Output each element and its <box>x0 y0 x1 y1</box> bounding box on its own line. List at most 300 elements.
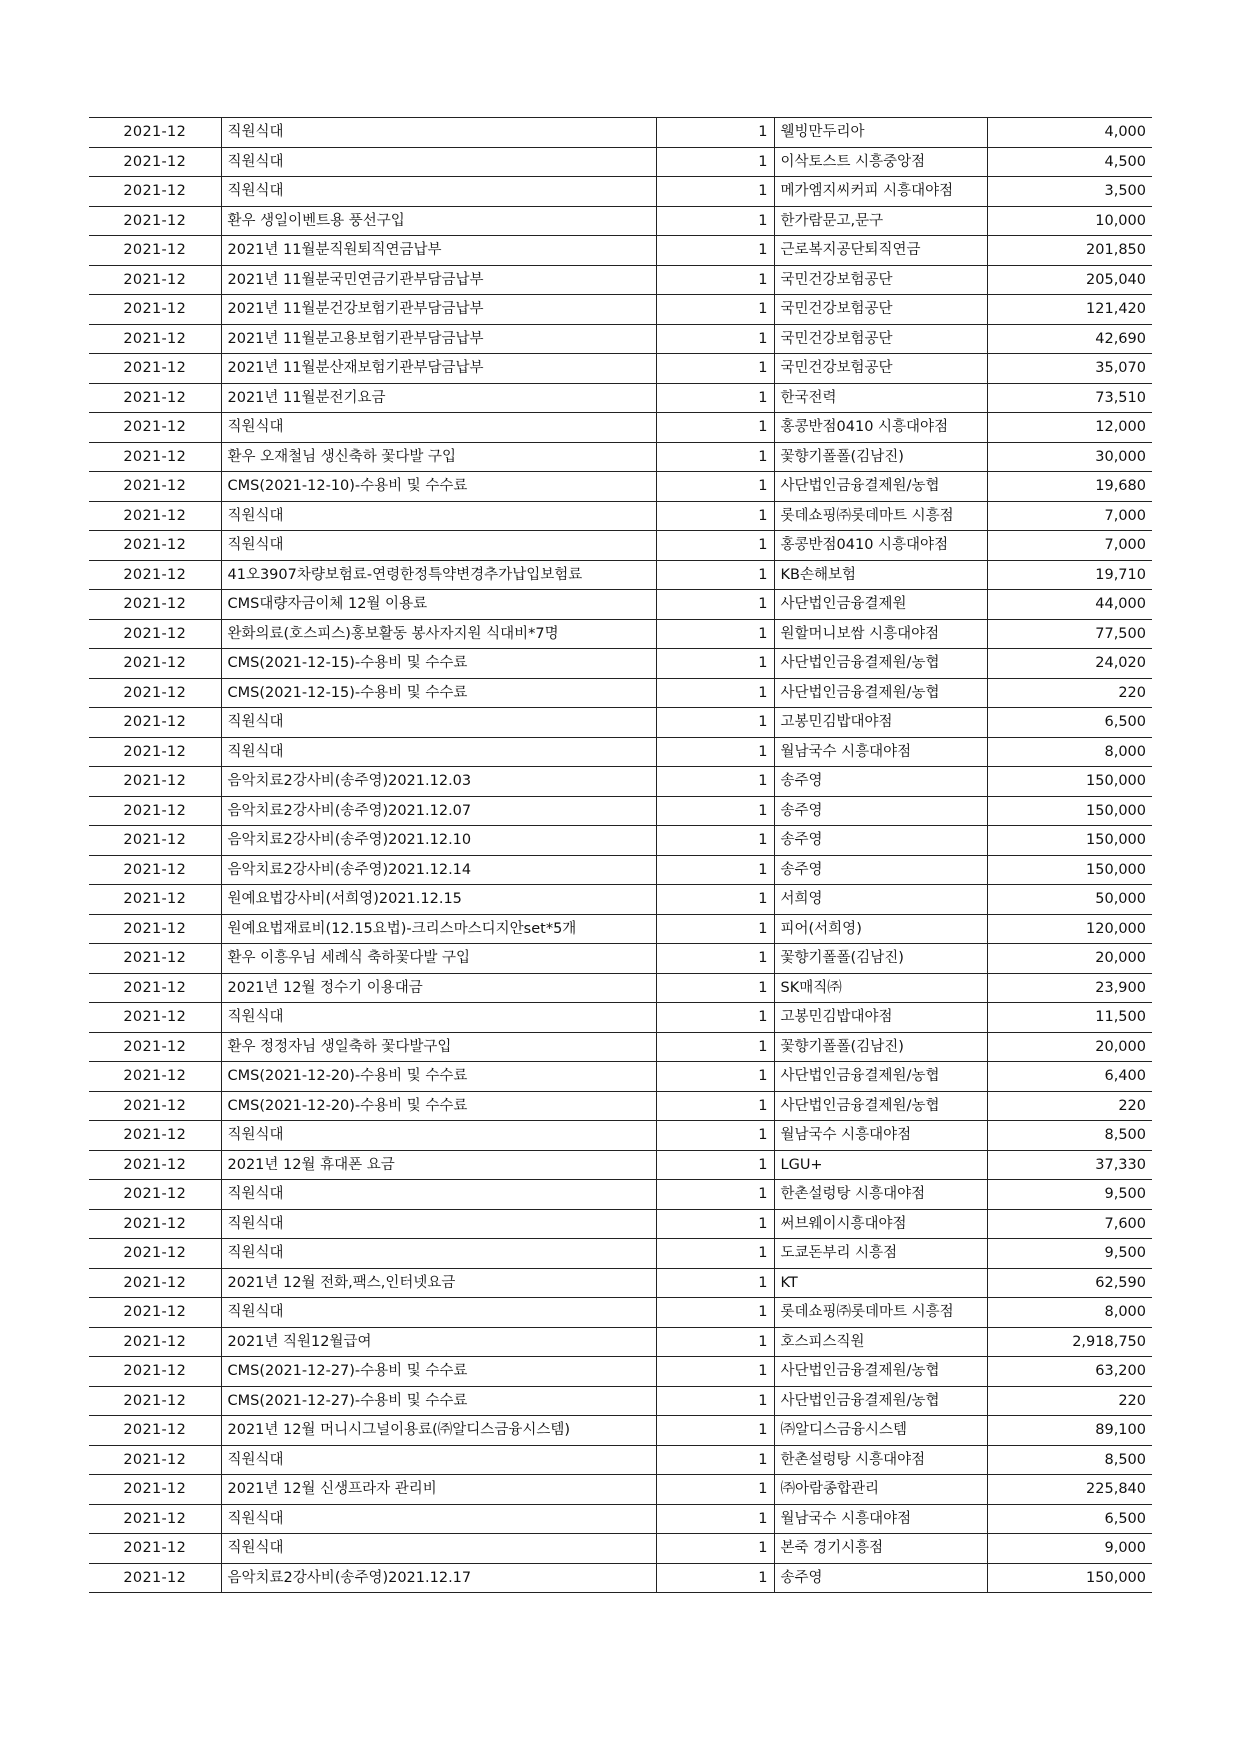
amount-cell: 42,690 <box>987 324 1152 354</box>
quantity-cell: 1 <box>656 1386 774 1416</box>
amount-cell: 220 <box>987 1386 1152 1416</box>
description-cell: CMS대량자금이체 12월 이용료 <box>221 590 656 620</box>
vendor-cell: 이삭토스트 시흥중앙점 <box>774 147 987 177</box>
quantity-cell: 1 <box>656 1121 774 1151</box>
vendor-cell: 국민건강보험공단 <box>774 324 987 354</box>
amount-cell: 9,000 <box>987 1534 1152 1564</box>
amount-cell: 8,500 <box>987 1121 1152 1151</box>
description-cell: 직원식대 <box>221 1121 656 1151</box>
description-cell: 환우 이흥우님 세례식 축하꽃다발 구입 <box>221 944 656 974</box>
vendor-cell: 홍콩반점0410 시흥대야점 <box>774 413 987 443</box>
vendor-cell: 서희영 <box>774 885 987 915</box>
table-row <box>89 1091 1152 1121</box>
table-row <box>89 1003 1152 1033</box>
ledger-body <box>89 118 1152 1593</box>
table-row <box>89 678 1152 708</box>
quantity-cell: 1 <box>656 796 774 826</box>
date-cell: 2021-12 <box>89 383 221 413</box>
quantity-cell: 1 <box>656 206 774 236</box>
date-cell: 2021-12 <box>89 944 221 974</box>
vendor-cell: KB손해보험 <box>774 560 987 590</box>
quantity-cell: 1 <box>656 383 774 413</box>
date-cell: 2021-12 <box>89 531 221 561</box>
quantity-cell: 1 <box>656 855 774 885</box>
table-row <box>89 649 1152 679</box>
table-row <box>89 1445 1152 1475</box>
vendor-cell: 꽃향기폴폴(김남진) <box>774 944 987 974</box>
description-cell: 직원식대 <box>221 531 656 561</box>
amount-cell: 19,710 <box>987 560 1152 590</box>
description-cell: CMS(2021-12-27)-수용비 및 수수료 <box>221 1357 656 1387</box>
quantity-cell: 1 <box>656 619 774 649</box>
date-cell: 2021-12 <box>89 1180 221 1210</box>
vendor-cell: 송주영 <box>774 796 987 826</box>
table-row <box>89 1504 1152 1534</box>
date-cell: 2021-12 <box>89 1563 221 1593</box>
table-row <box>89 531 1152 561</box>
date-cell: 2021-12 <box>89 1239 221 1269</box>
amount-cell: 10,000 <box>987 206 1152 236</box>
date-cell: 2021-12 <box>89 1209 221 1239</box>
amount-cell: 12,000 <box>987 413 1152 443</box>
description-cell: 직원식대 <box>221 118 656 148</box>
description-cell: 음악치료2강사비(송주영)2021.12.14 <box>221 855 656 885</box>
table-row <box>89 147 1152 177</box>
quantity-cell: 1 <box>656 1475 774 1505</box>
quantity-cell: 1 <box>656 1062 774 1092</box>
description-cell: CMS(2021-12-15)-수용비 및 수수료 <box>221 649 656 679</box>
description-cell: 원예요법재료비(12.15요법)-크리스마스디지안set*5개 <box>221 914 656 944</box>
description-cell: 2021년 11월분전기요금 <box>221 383 656 413</box>
vendor-cell: 호스피스직원 <box>774 1327 987 1357</box>
amount-cell: 20,000 <box>987 1032 1152 1062</box>
table-row <box>89 944 1152 974</box>
amount-cell: 4,000 <box>987 118 1152 148</box>
date-cell: 2021-12 <box>89 295 221 325</box>
date-cell: 2021-12 <box>89 796 221 826</box>
date-cell: 2021-12 <box>89 708 221 738</box>
amount-cell: 205,040 <box>987 265 1152 295</box>
quantity-cell: 1 <box>656 973 774 1003</box>
table-row <box>89 324 1152 354</box>
amount-cell: 220 <box>987 678 1152 708</box>
table-row <box>89 560 1152 590</box>
description-cell: 2021년 12월 정수기 이용대금 <box>221 973 656 1003</box>
table-row <box>89 177 1152 207</box>
amount-cell: 9,500 <box>987 1239 1152 1269</box>
amount-cell: 30,000 <box>987 442 1152 472</box>
quantity-cell: 1 <box>656 1239 774 1269</box>
amount-cell: 150,000 <box>987 796 1152 826</box>
amount-cell: 121,420 <box>987 295 1152 325</box>
vendor-cell: 꽃향기폴폴(김남진) <box>774 1032 987 1062</box>
amount-cell: 150,000 <box>987 826 1152 856</box>
table-row <box>89 206 1152 236</box>
date-cell: 2021-12 <box>89 1121 221 1151</box>
quantity-cell: 1 <box>656 177 774 207</box>
vendor-cell: 꽃향기폴폴(김남진) <box>774 442 987 472</box>
table-row <box>89 118 1152 148</box>
description-cell: 직원식대 <box>221 708 656 738</box>
table-row <box>89 885 1152 915</box>
amount-cell: 63,200 <box>987 1357 1152 1387</box>
quantity-cell: 1 <box>656 1091 774 1121</box>
date-cell: 2021-12 <box>89 1504 221 1534</box>
date-cell: 2021-12 <box>89 118 221 148</box>
quantity-cell: 1 <box>656 826 774 856</box>
vendor-cell: 송주영 <box>774 855 987 885</box>
amount-cell: 35,070 <box>987 354 1152 384</box>
amount-cell: 7,000 <box>987 501 1152 531</box>
vendor-cell: 홍콩반점0410 시흥대야점 <box>774 531 987 561</box>
description-cell: 완화의료(호스피스)홍보활동 봉사자지원 식대비*7명 <box>221 619 656 649</box>
quantity-cell: 1 <box>656 737 774 767</box>
quantity-cell: 1 <box>656 885 774 915</box>
description-cell: CMS(2021-12-20)-수용비 및 수수료 <box>221 1091 656 1121</box>
quantity-cell: 1 <box>656 442 774 472</box>
description-cell: 2021년 직원12월급여 <box>221 1327 656 1357</box>
quantity-cell: 1 <box>656 1180 774 1210</box>
description-cell: 2021년 12월 전화,팩스,인터넷요금 <box>221 1268 656 1298</box>
vendor-cell: 도쿄돈부리 시흥점 <box>774 1239 987 1269</box>
amount-cell: 24,020 <box>987 649 1152 679</box>
amount-cell: 50,000 <box>987 885 1152 915</box>
expense-ledger-table <box>89 117 1152 1593</box>
vendor-cell: 고봉민김밥대야점 <box>774 1003 987 1033</box>
amount-cell: 37,330 <box>987 1150 1152 1180</box>
quantity-cell: 1 <box>656 767 774 797</box>
table-row <box>89 1062 1152 1092</box>
table-row <box>89 295 1152 325</box>
date-cell: 2021-12 <box>89 973 221 1003</box>
description-cell: 음악치료2강사비(송주영)2021.12.10 <box>221 826 656 856</box>
date-cell: 2021-12 <box>89 855 221 885</box>
vendor-cell: 사단법인금융결제원 <box>774 590 987 620</box>
vendor-cell: 롯데쇼핑㈜롯데마트 시흥점 <box>774 1298 987 1328</box>
amount-cell: 8,000 <box>987 1298 1152 1328</box>
quantity-cell: 1 <box>656 678 774 708</box>
description-cell: CMS(2021-12-15)-수용비 및 수수료 <box>221 678 656 708</box>
vendor-cell: 송주영 <box>774 826 987 856</box>
vendor-cell: 메가엠지씨커피 시흥대야점 <box>774 177 987 207</box>
date-cell: 2021-12 <box>89 560 221 590</box>
vendor-cell: 사단법인금융결제원/농협 <box>774 1062 987 1092</box>
amount-cell: 150,000 <box>987 855 1152 885</box>
table-row <box>89 1563 1152 1593</box>
amount-cell: 150,000 <box>987 767 1152 797</box>
description-cell: 원예요법강사비(서희영)2021.12.15 <box>221 885 656 915</box>
date-cell: 2021-12 <box>89 826 221 856</box>
description-cell: 환우 생일이벤트용 풍선구입 <box>221 206 656 236</box>
table-row <box>89 1121 1152 1151</box>
quantity-cell: 1 <box>656 1416 774 1446</box>
table-row <box>89 767 1152 797</box>
vendor-cell: ㈜아람종합관리 <box>774 1475 987 1505</box>
date-cell: 2021-12 <box>89 354 221 384</box>
description-cell: 직원식대 <box>221 1504 656 1534</box>
date-cell: 2021-12 <box>89 678 221 708</box>
quantity-cell: 1 <box>656 1357 774 1387</box>
vendor-cell: 사단법인금융결제원/농협 <box>774 1386 987 1416</box>
quantity-cell: 1 <box>656 1150 774 1180</box>
quantity-cell: 1 <box>656 560 774 590</box>
description-cell: 음악치료2강사비(송주영)2021.12.07 <box>221 796 656 826</box>
quantity-cell: 1 <box>656 1298 774 1328</box>
table-row <box>89 1032 1152 1062</box>
description-cell: 2021년 11월분산재보험기관부담금납부 <box>221 354 656 384</box>
vendor-cell: 국민건강보험공단 <box>774 265 987 295</box>
quantity-cell: 1 <box>656 118 774 148</box>
quantity-cell: 1 <box>656 472 774 502</box>
description-cell: 2021년 11월분국민연금기관부담금납부 <box>221 265 656 295</box>
description-cell: CMS(2021-12-27)-수용비 및 수수료 <box>221 1386 656 1416</box>
amount-cell: 19,680 <box>987 472 1152 502</box>
table-row <box>89 590 1152 620</box>
amount-cell: 220 <box>987 1091 1152 1121</box>
table-row <box>89 914 1152 944</box>
date-cell: 2021-12 <box>89 442 221 472</box>
amount-cell: 120,000 <box>987 914 1152 944</box>
amount-cell: 6,400 <box>987 1062 1152 1092</box>
amount-cell: 150,000 <box>987 1563 1152 1593</box>
vendor-cell: 한가람문고,문구 <box>774 206 987 236</box>
vendor-cell: 사단법인금융결제원/농협 <box>774 1357 987 1387</box>
date-cell: 2021-12 <box>89 236 221 266</box>
amount-cell: 201,850 <box>987 236 1152 266</box>
vendor-cell: 국민건강보험공단 <box>774 354 987 384</box>
table-row <box>89 737 1152 767</box>
amount-cell: 8,500 <box>987 1445 1152 1475</box>
date-cell: 2021-12 <box>89 1091 221 1121</box>
table-row <box>89 1150 1152 1180</box>
vendor-cell: 피어(서희영) <box>774 914 987 944</box>
quantity-cell: 1 <box>656 236 774 266</box>
date-cell: 2021-12 <box>89 1150 221 1180</box>
date-cell: 2021-12 <box>89 1386 221 1416</box>
table-row <box>89 1386 1152 1416</box>
quantity-cell: 1 <box>656 1003 774 1033</box>
quantity-cell: 1 <box>656 501 774 531</box>
table-row <box>89 442 1152 472</box>
vendor-cell: 월남국수 시흥대야점 <box>774 1121 987 1151</box>
date-cell: 2021-12 <box>89 1003 221 1033</box>
vendor-cell: 월남국수 시흥대야점 <box>774 737 987 767</box>
vendor-cell: 근로복지공단퇴직연금 <box>774 236 987 266</box>
table-row <box>89 1239 1152 1269</box>
quantity-cell: 1 <box>656 1032 774 1062</box>
date-cell: 2021-12 <box>89 472 221 502</box>
date-cell: 2021-12 <box>89 737 221 767</box>
description-cell: 2021년 12월 휴대폰 요금 <box>221 1150 656 1180</box>
date-cell: 2021-12 <box>89 649 221 679</box>
amount-cell: 62,590 <box>987 1268 1152 1298</box>
date-cell: 2021-12 <box>89 1357 221 1387</box>
table-row <box>89 708 1152 738</box>
vendor-cell: 월남국수 시흥대야점 <box>774 1504 987 1534</box>
quantity-cell: 1 <box>656 944 774 974</box>
date-cell: 2021-12 <box>89 1268 221 1298</box>
quantity-cell: 1 <box>656 324 774 354</box>
amount-cell: 7,600 <box>987 1209 1152 1239</box>
date-cell: 2021-12 <box>89 206 221 236</box>
vendor-cell: 원할머니보쌈 시흥대야점 <box>774 619 987 649</box>
table-row <box>89 383 1152 413</box>
amount-cell: 23,900 <box>987 973 1152 1003</box>
vendor-cell: 본죽 경기시흥점 <box>774 1534 987 1564</box>
vendor-cell: SK매직㈜ <box>774 973 987 1003</box>
quantity-cell: 1 <box>656 295 774 325</box>
quantity-cell: 1 <box>656 708 774 738</box>
date-cell: 2021-12 <box>89 324 221 354</box>
table-row <box>89 1475 1152 1505</box>
quantity-cell: 1 <box>656 914 774 944</box>
date-cell: 2021-12 <box>89 265 221 295</box>
description-cell: CMS(2021-12-20)-수용비 및 수수료 <box>221 1062 656 1092</box>
amount-cell: 7,000 <box>987 531 1152 561</box>
quantity-cell: 1 <box>656 1268 774 1298</box>
description-cell: 2021년 11월분건강보험기관부담금납부 <box>221 295 656 325</box>
vendor-cell: 한촌설렁탕 시흥대야점 <box>774 1445 987 1475</box>
description-cell: 직원식대 <box>221 1209 656 1239</box>
amount-cell: 6,500 <box>987 708 1152 738</box>
date-cell: 2021-12 <box>89 1032 221 1062</box>
date-cell: 2021-12 <box>89 1062 221 1092</box>
vendor-cell: 한국전력 <box>774 383 987 413</box>
description-cell: 직원식대 <box>221 1534 656 1564</box>
table-row <box>89 973 1152 1003</box>
amount-cell: 9,500 <box>987 1180 1152 1210</box>
amount-cell: 73,510 <box>987 383 1152 413</box>
description-cell: CMS(2021-12-10)-수용비 및 수수료 <box>221 472 656 502</box>
table-row <box>89 826 1152 856</box>
amount-cell: 6,500 <box>987 1504 1152 1534</box>
quantity-cell: 1 <box>656 1534 774 1564</box>
description-cell: 직원식대 <box>221 501 656 531</box>
amount-cell: 11,500 <box>987 1003 1152 1033</box>
description-cell: 2021년 11월분고용보험기관부담금납부 <box>221 324 656 354</box>
date-cell: 2021-12 <box>89 1416 221 1446</box>
table-row <box>89 1327 1152 1357</box>
table-row <box>89 413 1152 443</box>
description-cell: 2021년 11월분직원퇴직연금납부 <box>221 236 656 266</box>
amount-cell: 89,100 <box>987 1416 1152 1446</box>
quantity-cell: 1 <box>656 1209 774 1239</box>
amount-cell: 44,000 <box>987 590 1152 620</box>
date-cell: 2021-12 <box>89 501 221 531</box>
vendor-cell: ㈜알디스금융시스템 <box>774 1416 987 1446</box>
quantity-cell: 1 <box>656 1504 774 1534</box>
description-cell: 환우 오재철님 생신축하 꽃다발 구입 <box>221 442 656 472</box>
date-cell: 2021-12 <box>89 1475 221 1505</box>
vendor-cell: 사단법인금융결제원/농협 <box>774 649 987 679</box>
vendor-cell: 사단법인금융결제원/농협 <box>774 472 987 502</box>
description-cell: 직원식대 <box>221 1003 656 1033</box>
date-cell: 2021-12 <box>89 1298 221 1328</box>
vendor-cell: LGU+ <box>774 1150 987 1180</box>
vendor-cell: 송주영 <box>774 1563 987 1593</box>
date-cell: 2021-12 <box>89 413 221 443</box>
table-row <box>89 1298 1152 1328</box>
date-cell: 2021-12 <box>89 767 221 797</box>
table-row <box>89 796 1152 826</box>
amount-cell: 225,840 <box>987 1475 1152 1505</box>
date-cell: 2021-12 <box>89 1534 221 1564</box>
table-row <box>89 354 1152 384</box>
quantity-cell: 1 <box>656 147 774 177</box>
table-row <box>89 1416 1152 1446</box>
vendor-cell: 사단법인금융결제원/농협 <box>774 678 987 708</box>
amount-cell: 77,500 <box>987 619 1152 649</box>
description-cell: 직원식대 <box>221 1239 656 1269</box>
date-cell: 2021-12 <box>89 914 221 944</box>
description-cell: 직원식대 <box>221 177 656 207</box>
quantity-cell: 1 <box>656 265 774 295</box>
quantity-cell: 1 <box>656 413 774 443</box>
table-row <box>89 501 1152 531</box>
vendor-cell: 웰빙만두리아 <box>774 118 987 148</box>
description-cell: 음악치료2강사비(송주영)2021.12.17 <box>221 1563 656 1593</box>
table-row <box>89 1357 1152 1387</box>
vendor-cell: 한촌설렁탕 시흥대야점 <box>774 1180 987 1210</box>
amount-cell: 4,500 <box>987 147 1152 177</box>
vendor-cell: 사단법인금융결제원/농협 <box>774 1091 987 1121</box>
vendor-cell: 롯데쇼핑㈜롯데마트 시흥점 <box>774 501 987 531</box>
description-cell: 직원식대 <box>221 1180 656 1210</box>
table-row <box>89 855 1152 885</box>
date-cell: 2021-12 <box>89 590 221 620</box>
quantity-cell: 1 <box>656 354 774 384</box>
vendor-cell: 고봉민김밥대야점 <box>774 708 987 738</box>
description-cell: 41오3907차량보험료-연령한정특약변경추가납입보험료 <box>221 560 656 590</box>
table-row <box>89 1209 1152 1239</box>
table-row <box>89 619 1152 649</box>
quantity-cell: 1 <box>656 590 774 620</box>
quantity-cell: 1 <box>656 531 774 561</box>
quantity-cell: 1 <box>656 1563 774 1593</box>
table-row <box>89 236 1152 266</box>
quantity-cell: 1 <box>656 1327 774 1357</box>
description-cell: 직원식대 <box>221 737 656 767</box>
table-row <box>89 1180 1152 1210</box>
description-cell: 2021년 12월 신생프라자 관리비 <box>221 1475 656 1505</box>
table-row <box>89 1534 1152 1564</box>
amount-cell: 3,500 <box>987 177 1152 207</box>
description-cell: 환우 정정자님 생일축하 꽃다발구입 <box>221 1032 656 1062</box>
date-cell: 2021-12 <box>89 177 221 207</box>
date-cell: 2021-12 <box>89 619 221 649</box>
date-cell: 2021-12 <box>89 885 221 915</box>
amount-cell: 2,918,750 <box>987 1327 1152 1357</box>
description-cell: 직원식대 <box>221 413 656 443</box>
table-row <box>89 1268 1152 1298</box>
date-cell: 2021-12 <box>89 1327 221 1357</box>
vendor-cell: 국민건강보험공단 <box>774 295 987 325</box>
amount-cell: 20,000 <box>987 944 1152 974</box>
date-cell: 2021-12 <box>89 147 221 177</box>
vendor-cell: 써브웨이시흥대야점 <box>774 1209 987 1239</box>
description-cell: 직원식대 <box>221 1445 656 1475</box>
amount-cell: 8,000 <box>987 737 1152 767</box>
quantity-cell: 1 <box>656 649 774 679</box>
date-cell: 2021-12 <box>89 1445 221 1475</box>
vendor-cell: KT <box>774 1268 987 1298</box>
description-cell: 2021년 12월 머니시그널이용료(㈜알디스금융시스템) <box>221 1416 656 1446</box>
table-row <box>89 265 1152 295</box>
table-row <box>89 472 1152 502</box>
quantity-cell: 1 <box>656 1445 774 1475</box>
description-cell: 음악치료2강사비(송주영)2021.12.03 <box>221 767 656 797</box>
description-cell: 직원식대 <box>221 147 656 177</box>
